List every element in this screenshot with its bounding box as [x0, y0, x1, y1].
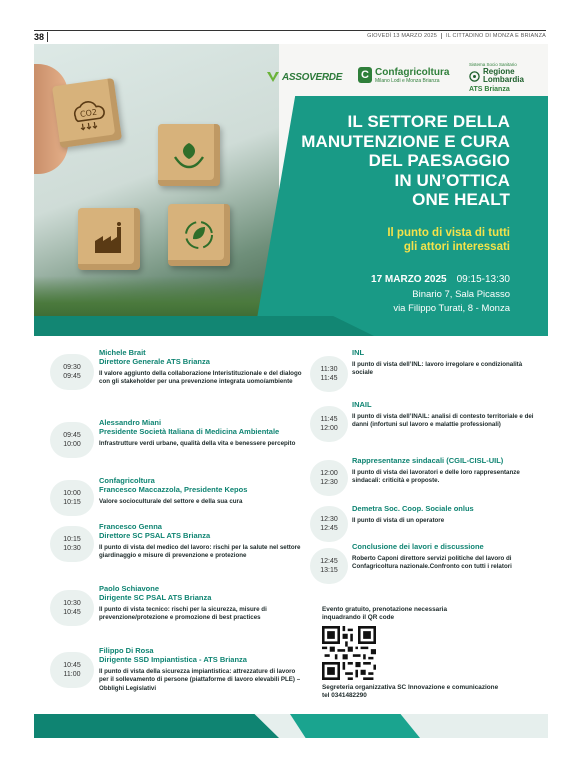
talk-description: Il punto di vista del medico del lavoro: rischi per la salute nel settore giardinaggio e misure di prevenzione e protezione — [99, 544, 301, 560]
time-pill — [310, 406, 348, 442]
talk-description: Il punto di vista dell’INL: lavoro irregolare e condizionalità sociale — [352, 361, 523, 377]
time-start: 12:45 — [320, 558, 338, 565]
subtitle-line: gli attori interessati — [403, 241, 510, 253]
speaker-name: Filippo Di Rosa — [99, 646, 154, 655]
event-location — [260, 288, 510, 316]
assoverde-icon — [266, 70, 280, 84]
speaker-name: Alessandro Miani — [99, 418, 162, 427]
speaker-name: Francesco Genna — [99, 522, 162, 531]
factory-cube — [78, 208, 140, 270]
time-end: 12:00 — [320, 425, 338, 432]
secretariat: Segreteria organizzativa SC Innovazione e comunicazione — [322, 683, 499, 691]
time-end: 13:15 — [320, 567, 338, 574]
lombardia-name-2: Lombardia — [483, 75, 524, 84]
speaker-name: Paolo Schiavone — [99, 584, 160, 593]
title-line: MANUTENZIONE E CURA — [301, 131, 510, 151]
talk-description: Valore socioculturale del settore e della sua cura — [99, 498, 243, 505]
hands-leaf-icon — [169, 135, 209, 175]
time-end: 12:30 — [320, 479, 338, 486]
time-pill — [310, 548, 348, 584]
talk-description: Infrastrutture verdi urbane, qualità della vita e benessere percepito — [99, 440, 296, 447]
page-number: 38 — [34, 32, 45, 42]
event-date: 17 MARZO 2025 — [371, 274, 447, 285]
talk-description: Roberto Caponi direttore servizi politiche del lavoro di Confagricoltura nazionale.Confronto con tutti i relatori — [352, 555, 512, 571]
talk-description: Il valore aggiunto della collaborazione Interistituzionale e del dialogo con gli stakeholder per una prevenzione integrata uomo/ambiente — [99, 370, 302, 386]
bottom-bar-dark — [34, 714, 279, 738]
confagricoltura-logo — [358, 67, 449, 85]
event-subtitle — [260, 226, 510, 254]
speaker-name: Michele Brait — [99, 348, 146, 357]
talk-description: Il punto di vista tecnico: rischi per la sicurezza, misure di prevenzione/protezione e promozione di best practices — [99, 606, 267, 622]
title-line: ONE HEALT — [412, 190, 510, 209]
title-line: DEL PAESAGGIO — [368, 151, 510, 170]
event-time: 09:15-13:30 — [456, 274, 510, 285]
assoverde-logo — [266, 70, 342, 84]
confagricoltura-name: Confagricoltura — [375, 67, 450, 78]
rosa-camuna-icon — [469, 71, 480, 82]
speaker-name: Demetra Soc. Coop. Sociale onlus — [352, 504, 474, 513]
speaker-name: INL — [352, 348, 365, 357]
time-pill — [50, 526, 94, 562]
newspaper-header — [34, 30, 546, 42]
hero-banner — [34, 44, 548, 336]
hero-photo — [34, 44, 279, 336]
speaker-role: Direttore Generale ATS Brianza — [99, 357, 210, 366]
co2-cloud-icon — [64, 90, 109, 135]
talk-description: Il punto di vista dell’INAIL: analisi di contesto territoriale e dei danni (infortuni sul lavoro e malattie professionali) — [352, 413, 534, 429]
time-end: 12:45 — [320, 525, 338, 532]
co2-label: CO2 — [79, 107, 98, 119]
time-start: 10:30 — [63, 600, 81, 607]
time-start: 10:45 — [63, 662, 81, 669]
co2-cloud-cube — [52, 78, 122, 148]
time-pill — [50, 652, 94, 688]
event-title — [260, 112, 510, 210]
title-line: IN UN’OTTICA — [394, 170, 510, 190]
time-pill — [50, 422, 94, 458]
time-start: 11:30 — [320, 366, 338, 373]
recycle-leaf-icon — [179, 215, 219, 255]
bottom-bar-light — [290, 714, 420, 738]
header-newspaper: IL CITTADINO DI MONZA E BRIANZA — [441, 33, 546, 39]
time-end: 09:45 — [63, 373, 81, 380]
speaker-role: Francesco Maccazzola, Presidente Kepos — [99, 485, 248, 494]
assoverde-name: ASSOVERDE — [282, 71, 343, 83]
hands-leaf-cube — [158, 124, 220, 186]
speaker-name: INAIL — [352, 400, 372, 409]
time-pill — [310, 356, 348, 392]
talk-description: Il punto di vista della sicurezza impiantistica: attrezzature di lavoro per il sollevamento di persone (piattaforme di lavoro elevabili PLE) – Obblighi Legislativi — [99, 668, 301, 692]
talk-description: Il punto di vista di un operatore — [352, 517, 445, 524]
event-datetime — [260, 273, 510, 287]
time-end: 11:00 — [63, 671, 81, 678]
phone: tel 0341482290 — [322, 692, 367, 700]
subtitle-line: Il punto di vista di tutti — [387, 227, 510, 239]
time-pill — [50, 354, 94, 390]
speaker-name: Conclusione dei lavori e discussione — [352, 542, 484, 551]
time-start: 09:45 — [63, 432, 81, 439]
teal-strip — [34, 316, 374, 336]
time-pill — [50, 480, 94, 516]
speaker-role: Presidente Società Italiana di Medicina Ambientale — [99, 427, 280, 436]
time-start: 11:45 — [320, 416, 338, 423]
time-end: 10:15 — [63, 499, 81, 506]
speaker-role: Dirigente SC PSAL ATS Brianza — [99, 593, 212, 602]
lombardia-logo — [469, 62, 545, 93]
time-start: 12:00 — [320, 470, 338, 477]
registration-line-2: inquadrando il QR code — [322, 614, 395, 622]
time-pill — [310, 460, 348, 496]
factory-icon — [89, 219, 129, 259]
header-info — [367, 33, 546, 39]
time-start: 12:30 — [320, 516, 338, 523]
recycle-leaf-cube — [168, 204, 230, 266]
title-line: IL SETTORE DELLA — [347, 112, 510, 131]
location-line-2: via Filippo Turati, 8 - Monza — [393, 303, 510, 314]
ats-brianza: ATS Brianza — [469, 86, 510, 93]
confagricoltura-icon: C — [358, 67, 372, 83]
speaker-name: Confagricoltura — [99, 476, 155, 485]
time-start: 10:15 — [63, 536, 81, 543]
time-start: 10:00 — [63, 490, 81, 497]
time-start: 09:30 — [63, 364, 81, 371]
bottom-decoration — [34, 714, 548, 738]
lombardia-top: Sistema Socio Sanitario — [469, 62, 517, 67]
time-end: 11:45 — [320, 375, 338, 382]
lombardia-name-1: Regione — [483, 67, 515, 76]
time-pill — [310, 506, 348, 542]
time-end: 10:00 — [63, 441, 81, 448]
qr-code[interactable] — [322, 626, 376, 680]
time-pill — [50, 590, 94, 626]
registration-line-1: Evento gratuito, prenotazione necessaria — [322, 606, 448, 613]
talk-description: Il punto di vista dei lavoratori e delle loro rappresentanze sindacali: criticità e proposte. — [352, 469, 520, 485]
speaker-role: Dirigente SSD Impiantistica - ATS Brianza — [99, 655, 247, 664]
time-end: 10:30 — [63, 545, 81, 552]
agenda — [50, 344, 540, 716]
confagricoltura-sub: Milano Lodi e Monza Brianza — [375, 78, 440, 84]
header-date: GIOVEDÌ 13 MARZO 2025 — [367, 33, 437, 39]
time-end: 10:45 — [63, 609, 81, 616]
speaker-name: Rappresentanze sindacali (CGIL-CISL-UIL) — [352, 456, 504, 465]
logos-row — [256, 60, 548, 100]
location-line-1: Binario 7, Sala Picasso — [412, 289, 510, 300]
registration-block — [322, 606, 540, 701]
speaker-role: Direttore SC PSAL ATS Brianza — [99, 531, 211, 540]
